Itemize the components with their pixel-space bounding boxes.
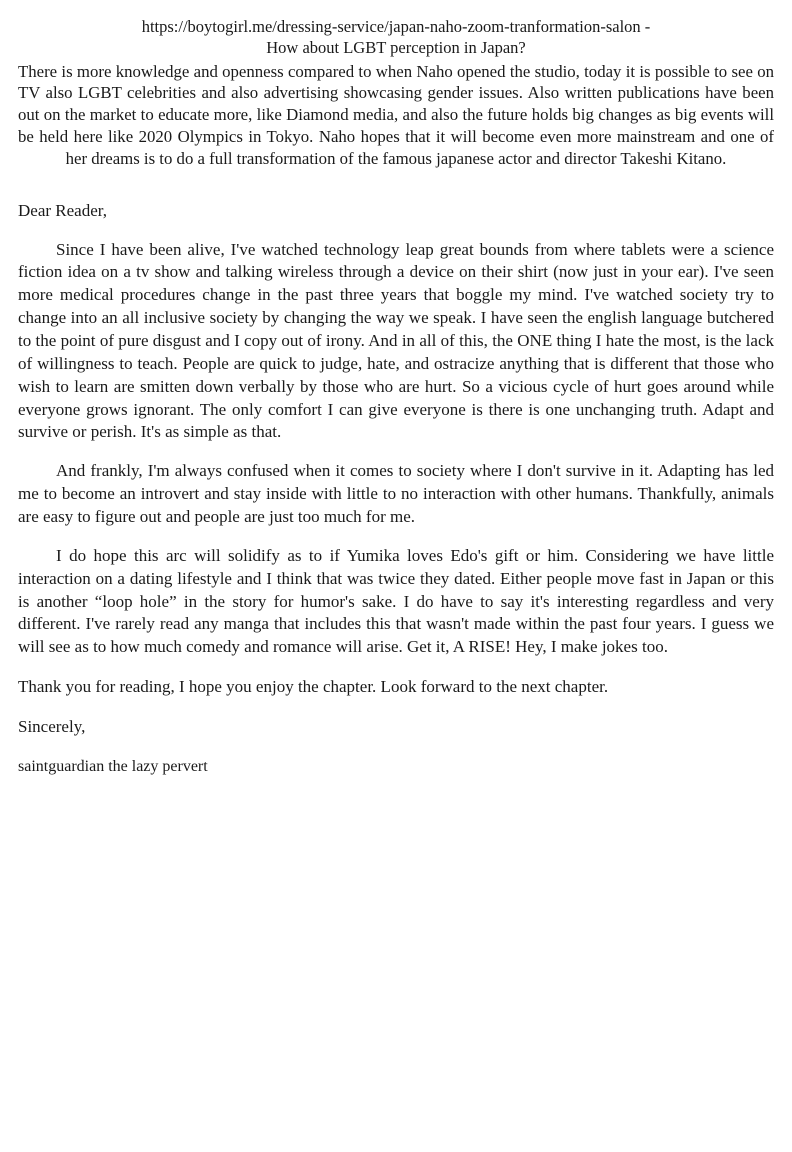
salutation: Dear Reader, xyxy=(18,200,107,220)
source-url: https://boytogirl.me/dressing-service/japan-naho-zoom-tranformation-salon - xyxy=(141,17,651,36)
header-question: How about LGBT perception in Japan? xyxy=(266,38,526,58)
paragraph-1: Since I have been alive, I've watched technology leap great bounds from where tablets were a science fiction idea on a tv show and talking wireless through a device on their shirt (now just in your ear). I've seen more medical procedures change in the past three years that boggle my mind. I've watched society try to change into an all inclusive society by changing the way we speak. I have seen the english language butchered to the point of pure disgust and I copy out of irony. And in all of this, the ONE thing I hate the most, is the lack of willingness to teach. People are quick to judge, hate, and ostracize anything that is different that those who wish to learn are smitten down verbally by those who are hurt. So a vicious cycle of hurt goes around while everyone grows ignorant. The only comfort I can give everyone is there is one unchanging truth. Adapt and survive or perish. It's as simple as that. xyxy=(18,239,774,442)
thanks-line: Thank you for reading, I hope you enjoy the chapter. Look forward to the next chapter. xyxy=(18,677,609,697)
document-header xyxy=(18,16,774,59)
paragraph-3: I do hope this arc will solidify as to if Yumika loves Edo's gift or him. Considering we have little interaction on a dating lifestyle and I think that was twice they dated. Either people move fast in Japan or this is another “loop hole” in the story for humor's sake. I do have to say it's interesting regardless and very different. I've rarely read any manga that includes this that wasn't made within the past four years. I guess we will see as to how much comedy and romance will arise. Get it, A RISE! Hey, I make jokes too. xyxy=(18,545,774,657)
paragraph-2: And frankly, I'm always confused when it comes to society where I don't survive in it. Adapting has led me to become an introvert and stay inside with little to no interaction with other humans. Thankfully, animals are easy to figure out and people are just too much for me. xyxy=(18,461,774,527)
closing-line: Sincerely, xyxy=(18,717,86,737)
intro-paragraph: There is more knowledge and openness compared to when Naho opened the studio, today it is possible to see on TV also LGBT celebrities and also advertising showcasing gender issues. Also written publications have been out on the market to educate more, like Diamond media, and also the future holds big changes as big events will be held here like 2020 Olympics in Tokyo. Naho hopes that it will become even more mainstream and one of her dreams is to do a full transformation of the famous japanese actor and director Takeshi Kitano. xyxy=(18,61,774,168)
signature-line: saintguardian the lazy pervert xyxy=(18,757,208,775)
